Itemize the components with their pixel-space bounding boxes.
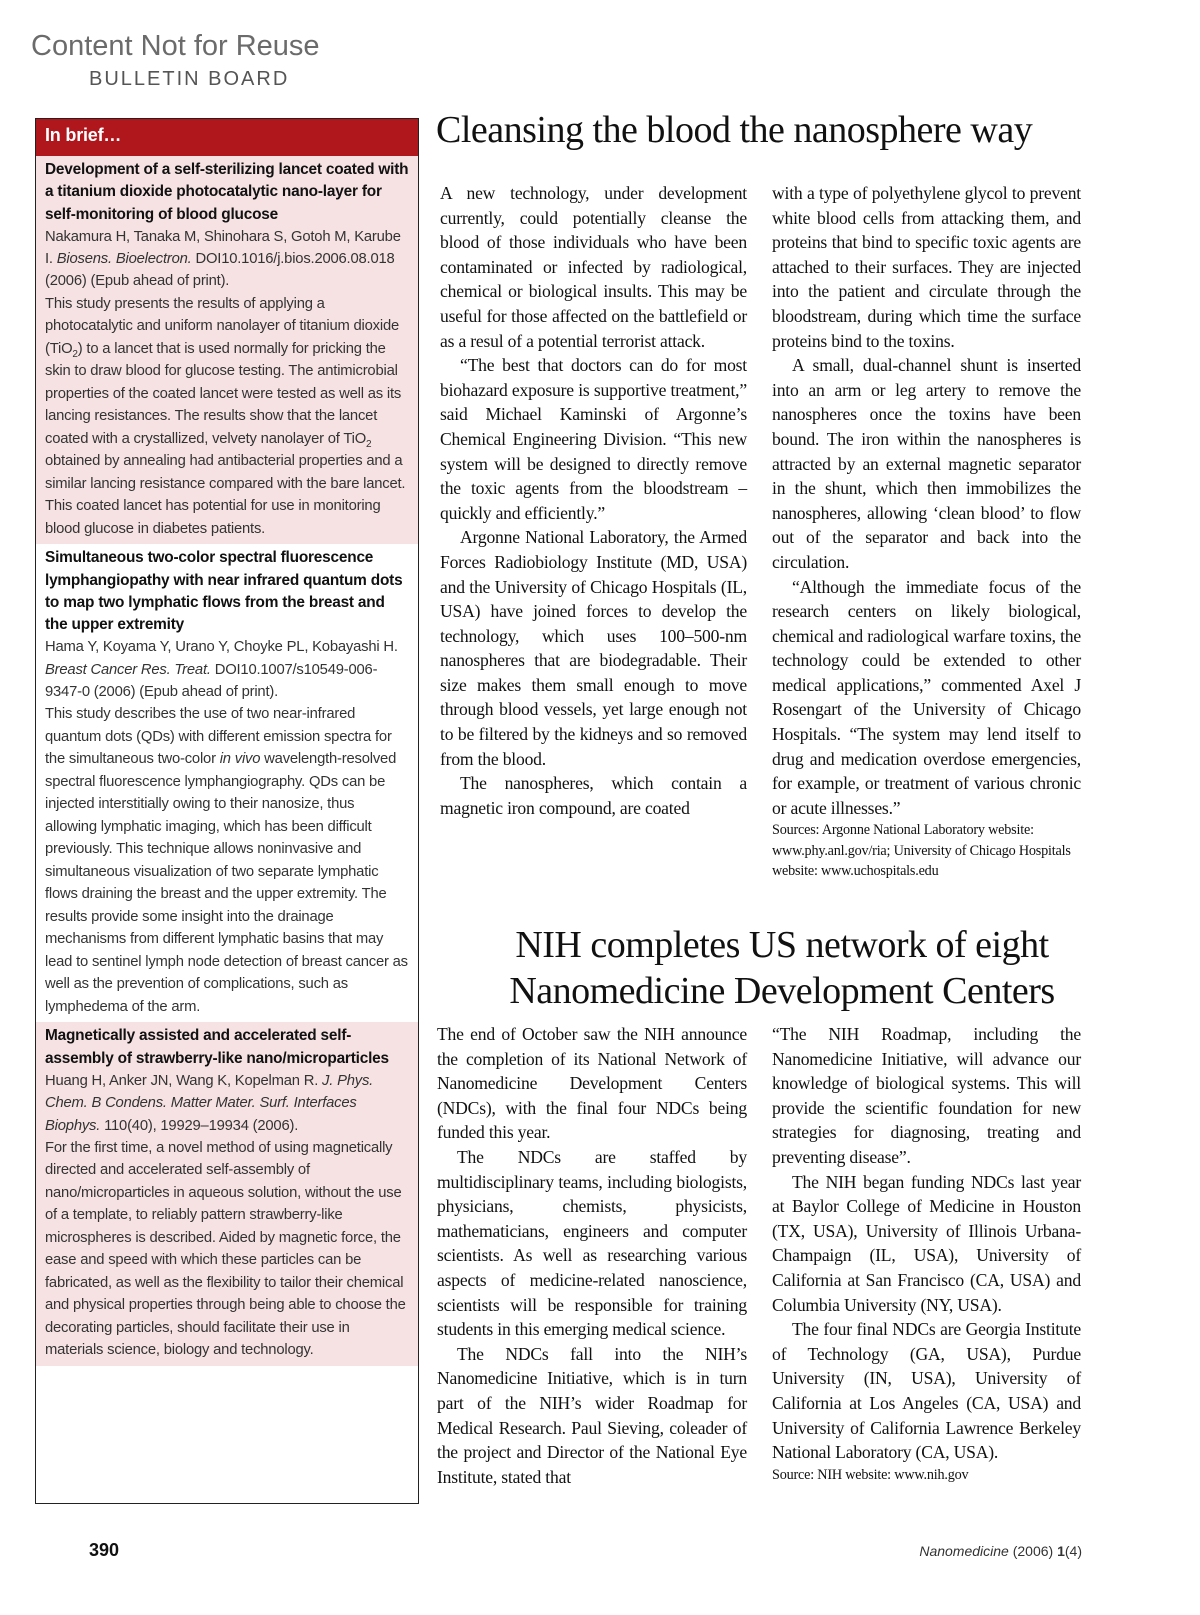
paragraph: A new technology, under development currently, could potentially cleanse the blood of those individuals who have been contaminated or infected by radiological, chemical or biological insults. This may be useful for those affected on the battlefield or as a resul of a potential terrorist attack. [440, 183, 747, 351]
brief-journal: Breast Cancer Res. Treat. [45, 661, 211, 678]
brief-doi: 110(40), 19929–19934 (2006). [104, 1117, 299, 1134]
paragraph: The end of October saw the NIH announce the completion of its National Network of Nanomedicine Development Centers (NDCs), with the final four NDCs being funded this year. [437, 1024, 747, 1143]
paragraph: “Although the immediate focus of the research centers on likely biological, chemical and radiological warfare toxins, the technology could be extended to other medical applications,” commented Axel J Rosengart of the University of Chicago Hospitals. “The system may lend itself to drug and medication overdose emergencies, for example, or treatment of various chronic or acute illnesses.” [772, 576, 1081, 818]
section-label: BULLETIN BOARD [89, 68, 290, 90]
paragraph: A small, dual-channel shunt is inserted into an arm or leg artery to remove the nanospheres once the toxins have been bound. The iron within the nanospheres is attracted by an external magnetic separator in the shunt, which then immobilizes the nanospheres, allowing ‘clean blood’ to flow out of the separator and back into the circulation. [772, 355, 1081, 572]
brief-body-text: wavelength-resolved spectral fluorescence lymphangiography. QDs can be injected interstitially owing to their nanosize, thus allowing lymphatic imaging, which has been difficult previously. This technique allows noninvasive and simultaneous visualization of two separate lymphatic flows draining the breast and the upper extremity. The results provide some insight into the drainage mechanisms from different lymphatic basins that may lead to sentinel lymph node detection of breast cancer as well as the prevention of complications, such as lymphedema of the arm. [45, 751, 408, 1015]
brief-body [45, 703, 409, 1018]
brief-doi: DOI10.1016/j.bios.2006.08.018 (2006) (Epub ahead of print). [45, 251, 395, 290]
brief-body-text: This study describes the use of two near-infrared quantum dots (QDs) with different emission spectra for the simultaneous two-color [45, 706, 392, 768]
subscript: 2 [366, 438, 372, 450]
paragraph: The four final NDCs are Georgia Institute of Technology (GA, USA), Purdue University (IN, USA), University of California at Los Angeles (CA, USA) and University of California Lawrence Berkeley National Laboratory (CA, USA). [772, 1319, 1081, 1463]
paragraph: The NDCs fall into the NIH’s Nanomedicine Initiative, which is in turn part of the NIH’s wider Roadmap for Medical Research. Paul Sieving, coleader of the project and Director of the National Eye Institute, stated that [437, 1343, 747, 1487]
brief-journal: J. Phys. Chem. B Condens. Matter Mater. Surf. Interfaces Biophys. [45, 1072, 374, 1134]
brief-item-2 [36, 544, 418, 1022]
brief-doi: DOI10.1007/s10549-006-9347-0 (2006) (Epub ahead of print). [45, 661, 378, 701]
article-2-column-2 [772, 1022, 1081, 1485]
brief-body-text: This study presents the results of applying a photocatalytic and uniform nanolayer of titanium dioxide (TiO [45, 295, 400, 357]
journal-issue: (4) [1064, 1543, 1082, 1559]
brief-citation [45, 226, 409, 293]
article-2-column-1 [437, 1022, 747, 1489]
article-1-column-1 [440, 181, 747, 820]
paragraph: “The best that doctors can do for most biohazard exposure is supportive treatment,” said Michael Kaminski of Argonne’s Chemical Engineering Division. “This new system will be designed to directly remove the toxic agents from the bloodstream – quickly and efficiently.” [440, 355, 747, 523]
paragraph: Argonne National Laboratory, the Armed Forces Radiobiology Institute (MD, USA) and the University of Chicago Hospitals (IL, USA) have joined forces to develop the technology, which uses 100–500-nm nanospheres that are biodegradable. Their size makes them small enough to move through blood vessels, yet large enough not to be filtered by the kidneys and so removed from the blood. [440, 527, 747, 769]
article-1-headline: Cleansing the blood the nanosphere way [436, 109, 1033, 151]
paragraph: with a type of polyethylene glycol to prevent white blood cells from attacking them, and proteins that bind to specific toxic agents are attached to their surfaces. They are injected into the patient and circulate through the bloodstream, during which time the surface proteins bind to the toxins. [772, 183, 1081, 351]
article-1-source: Sources: Argonne National Laboratory website: www.phy.anl.gov/ria; University of Chicago Hospitals website: www.uchospitals.edu [772, 822, 1071, 880]
brief-item-1 [36, 156, 418, 544]
paragraph: The nanospheres, which contain a magnetic iron compound, are coated [440, 773, 747, 818]
paragraph: The NIH began funding NDCs last year at Baylor College of Medicine in Houston (TX, USA), University of Illinois Urbana-Champaign (IL, USA), University of California at San Francisco (CA, USA) and Columbia University (NY, USA). [772, 1171, 1081, 1315]
brief-title: Development of a self-sterilizing lancet coated with a titanium dioxide photocatalytic nano-layer for self-monitoring of blood glucose [45, 161, 409, 223]
subscript: 2 [72, 348, 78, 360]
brief-authors: Nakamura H, Tanaka M, Shinohara S, Gotoh M, Karube I. [45, 228, 401, 268]
brief-authors: Huang H, Anker JN, Wang K, Kopelman R. [45, 1072, 319, 1089]
brief-title: Simultaneous two-color spectral fluorescence lymphangiopathy with near infrared quantum dots to map two lymphatic flows from the breast and the upper extremity [45, 549, 403, 634]
brief-body-text: obtained by annealing had antibacterial properties and a similar lancing resistance compared with the bare lancet. This coated lancet has potential for use in monitoring blood glucose in diabetes patients. [45, 453, 406, 537]
brief-body [45, 293, 409, 541]
brief-item-3 [36, 1022, 418, 1365]
journal-volume: 1 [1057, 1543, 1065, 1559]
journal-reference [919, 1543, 1082, 1559]
brief-authors: Hama Y, Koyama Y, Urano Y, Choyke PL, Kobayashi H. [45, 639, 398, 656]
article-2-source: Source: NIH website: www.nih.gov [772, 1466, 969, 1483]
brief-citation [45, 1070, 409, 1137]
brief-title: Magnetically assisted and accelerated self-assembly of strawberry-like nano/microparticles [45, 1027, 389, 1067]
brief-citation [45, 636, 409, 703]
paragraph: “The NIH Roadmap, including the Nanomedicine Initiative, will advance our knowledge of biological systems. This will provide the scientific foundation for new strategies for diagnosing, treating and preventing disease”. [772, 1024, 1081, 1167]
in-brief-sidebar [35, 118, 419, 1504]
article-1-column-2 [772, 181, 1081, 882]
brief-body-text: ) to a lancet that is used normally for pricking the skin to draw blood for glucose testing. The antimicrobial properties of the coated lancet were tested as well as its lancing resistances. The results show that the lancet coated with a crystallized, velvety nanolayer of TiO [45, 340, 402, 447]
article-2-headline: NIH completes US network of eight Nanomedicine Development Centers [509, 924, 1055, 1012]
brief-journal: Biosens. Bioelectron. [56, 251, 192, 268]
brief-body-emphasis: in vivo [219, 751, 261, 768]
journal-name: Nanomedicine [919, 1543, 1009, 1559]
sidebar-title: In brief… [36, 119, 418, 156]
paragraph: The NDCs are staffed by multidisciplinary teams, including biologists, physicians, chemists, physicists, mathematicians, engineers and computer scientists. As well as researching various aspects of medicine-related nanoscience, scientists will be responsible for training students in this emerging medical science. [437, 1146, 747, 1340]
watermark: Content Not for Reuse [31, 30, 320, 62]
journal-year: (2006) [1012, 1543, 1054, 1559]
page-number: 390 [89, 1540, 120, 1560]
brief-body: For the first time, a novel method of using magnetically directed and accelerated self-assembly of nano/microparticles in aqueous solution, without the use of a template, to reliably pattern strawberry-like microspheres is described. Aided by magnetic force, the ease and speed with which these particles can be fabricated, as well as the flexibility to tailor their chemical and physical properties through being able to choose the decorating particles, should facilitate their use in materials science, biology and technology. [45, 1139, 406, 1359]
